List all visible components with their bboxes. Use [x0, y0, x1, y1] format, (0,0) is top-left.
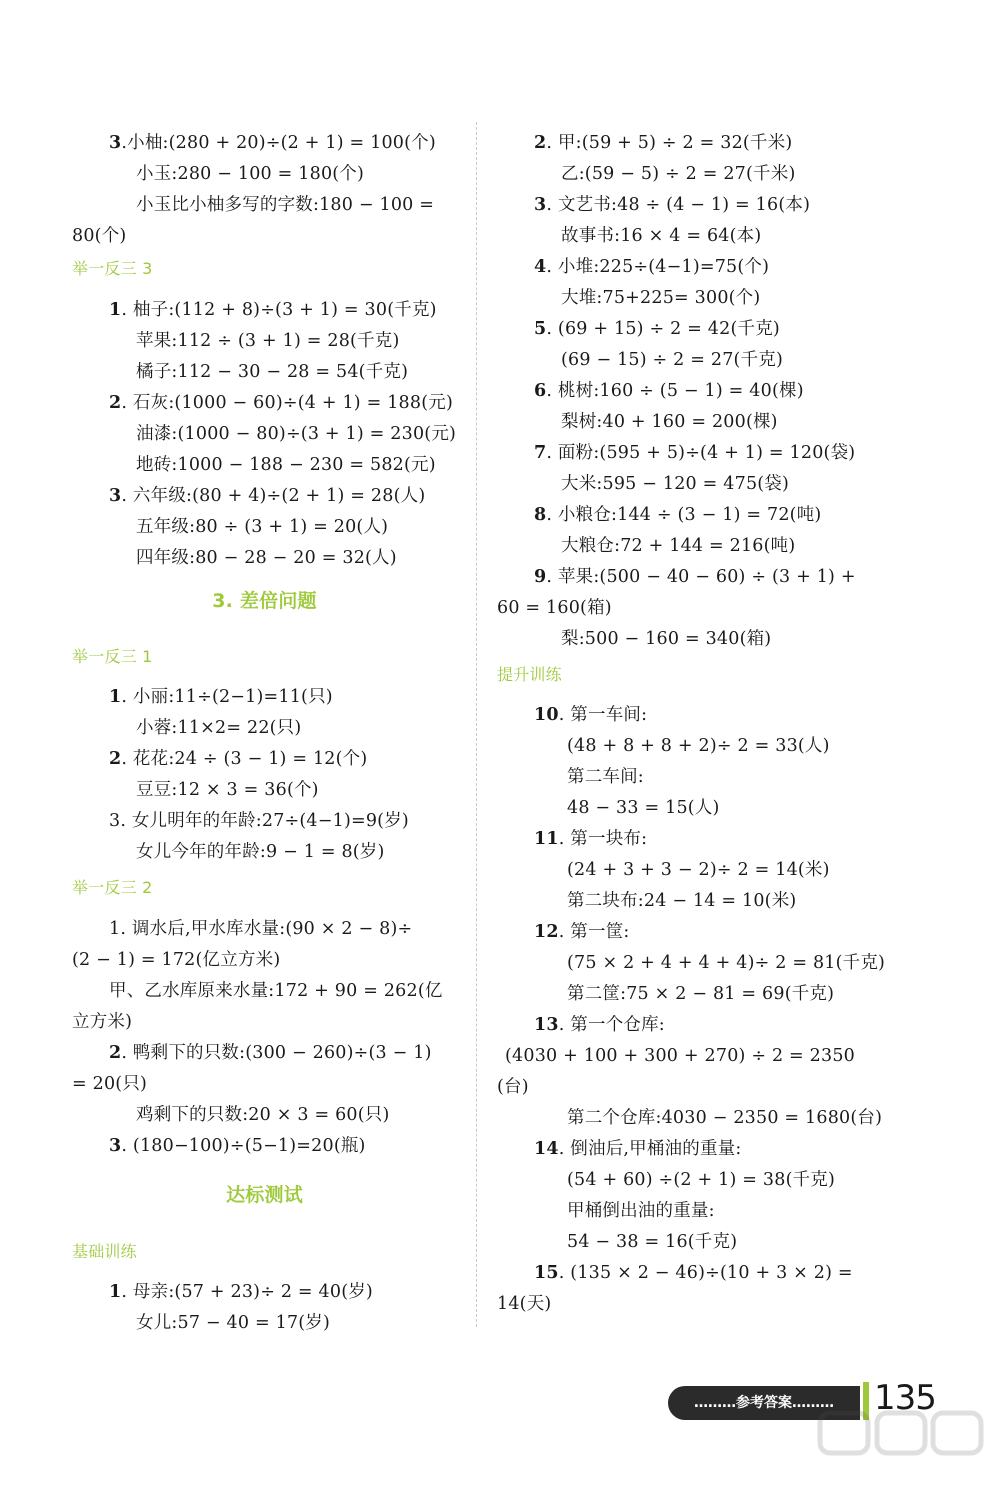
item-number: 12	[534, 922, 559, 942]
line-text: 1. 调水后,甲水库水量:(90 × 2 − 8)÷	[109, 919, 413, 939]
answer-line	[497, 597, 612, 619]
answer-line	[136, 547, 397, 569]
line-text: 达标测试	[226, 1184, 303, 1206]
item-number: 4	[534, 257, 547, 277]
answer-line	[109, 392, 453, 414]
line-text: 豆豆:12 × 3 = 36(个)	[136, 780, 319, 800]
line-text: = 20(只)	[72, 1074, 148, 1094]
answer-line	[109, 485, 425, 507]
answer-line	[567, 735, 830, 757]
line-text: . 第一筐:	[558, 922, 630, 942]
line-text: 14(天)	[497, 1294, 552, 1314]
item-number: 10	[534, 705, 559, 725]
section-title	[72, 590, 457, 612]
line-text: 大米:595 − 120 = 475(袋)	[561, 474, 790, 494]
answer-line	[561, 225, 761, 247]
line-text: 梨树:40 + 160 = 200(棵)	[561, 412, 778, 432]
answer-line	[534, 1138, 741, 1160]
line-text: . 甲:(59 + 5) ÷ 2 = 32(千米)	[546, 133, 793, 153]
line-text: (75 × 2 + 4 + 4 + 4)÷ 2 = 81(千克)	[567, 953, 886, 973]
line-text: 梨:500 − 160 = 340(箱)	[561, 629, 772, 649]
line-text: 80(个)	[72, 226, 127, 246]
answer-line	[567, 1231, 737, 1253]
footer-accent-bar	[863, 1382, 869, 1420]
line-text: . 石灰:(1000 − 60)÷(4 + 1) = 188(元)	[121, 393, 453, 413]
line-text: (48 + 8 + 8 + 2)÷ 2 = 33(人)	[567, 736, 830, 756]
line-text: 第二车间:	[567, 767, 644, 787]
line-text: 女儿:57 − 40 = 17(岁)	[136, 1313, 331, 1333]
line-text: 48 − 33 = 15(人)	[567, 798, 720, 818]
item-number: 3	[109, 133, 122, 153]
answer-line	[567, 952, 885, 974]
answer-line	[534, 256, 769, 278]
line-text: 小玉:280 − 100 = 180(个)	[136, 164, 365, 184]
line-text: 油漆:(1000 − 80)÷(3 + 1) = 230(元)	[136, 424, 457, 444]
answer-line	[109, 132, 436, 154]
item-number: 15	[534, 1263, 559, 1283]
item-number: 2	[109, 393, 122, 413]
answer-line	[534, 828, 647, 850]
answer-line	[72, 225, 126, 247]
answer-line	[109, 686, 333, 708]
answer-line	[567, 1169, 835, 1191]
line-text: 立方米)	[72, 1012, 133, 1032]
answer-line	[109, 1042, 432, 1064]
answer-line	[561, 535, 795, 557]
section-heading	[497, 664, 562, 686]
item-number: 1	[109, 1282, 122, 1302]
answer-line	[505, 1045, 855, 1067]
line-text: 大堆:75+225= 300(个)	[561, 288, 761, 308]
column-divider	[476, 122, 477, 1327]
section-heading	[72, 258, 152, 280]
item-number: 2	[534, 133, 547, 153]
line-text: . 桃树:160 ÷ (5 − 1) = 40(棵)	[546, 381, 804, 401]
answer-line	[561, 411, 778, 433]
answer-line	[534, 442, 855, 464]
item-number: 7	[534, 443, 547, 463]
answer-line	[534, 704, 647, 726]
answer-line	[136, 194, 434, 216]
line-text: . (135 × 2 − 46)÷(10 + 3 × 2) =	[558, 1263, 853, 1283]
item-number: 1	[109, 300, 122, 320]
line-text: 3. 女儿明年的年龄:27÷(4−1)=9(岁)	[109, 811, 409, 831]
line-text: . (69 + 15) ÷ 2 = 42(千克)	[546, 319, 780, 339]
answer-line	[534, 132, 792, 154]
answer-line	[534, 504, 821, 526]
answer-line	[561, 628, 771, 650]
answer-line	[136, 163, 364, 185]
answer-line	[136, 330, 400, 352]
answer-line	[534, 566, 856, 588]
section-title	[72, 1184, 457, 1206]
line-text: 乙:(59 − 5) ÷ 2 = 27(千米)	[561, 164, 796, 184]
answer-line	[534, 380, 804, 402]
section-heading	[72, 877, 152, 899]
line-text: . 鸭剩下的只数:(300 − 260)÷(3 − 1)	[121, 1043, 432, 1063]
answer-line	[567, 890, 796, 912]
answer-line	[109, 918, 412, 940]
item-number: 5	[534, 319, 547, 339]
line-text: 故事书:16 × 4 = 64(本)	[561, 226, 762, 246]
line-text: (54 + 60) ÷(2 + 1) = 38(千克)	[567, 1170, 836, 1190]
line-text: 第二筐:75 × 2 − 81 = 69(千克)	[567, 984, 835, 1004]
line-text: .小柚:(280 + 20)÷(2 + 1) = 100(个)	[121, 133, 436, 153]
answer-line	[136, 454, 436, 476]
item-number: 13	[534, 1015, 559, 1035]
line-text: . 小粮仓:144 ÷ (3 − 1) = 72(吨)	[546, 505, 822, 525]
line-text: 五年级:80 ÷ (3 + 1) = 20(人)	[136, 517, 389, 537]
answer-line	[561, 473, 789, 495]
item-number: 3	[109, 1136, 122, 1156]
answer-line	[497, 1076, 529, 1098]
item-number: 6	[534, 381, 547, 401]
item-number: 11	[534, 829, 559, 849]
line-text: 基础训练	[72, 1242, 137, 1261]
answer-line	[136, 1312, 330, 1334]
line-text: . 面粉:(595 + 5)÷(4 + 1) = 120(袋)	[546, 443, 856, 463]
line-text: 大粮仓:72 + 144 = 216(吨)	[561, 536, 796, 556]
line-text: . 倒油后,甲桶油的重量:	[558, 1139, 742, 1159]
answer-line	[534, 1262, 853, 1284]
line-text: 举一反三 3	[72, 259, 153, 278]
line-text: . 第一块布:	[558, 829, 648, 849]
item-number: 2	[109, 749, 122, 769]
line-text: . 第一车间:	[558, 705, 648, 725]
line-text: (24 + 3 + 3 − 2)÷ 2 = 14(米)	[567, 860, 830, 880]
answer-line	[109, 980, 443, 1002]
answer-line	[534, 921, 630, 943]
answer-line	[567, 859, 830, 881]
item-number: 1	[109, 687, 122, 707]
line-text: . 苹果:(500 − 40 − 60) ÷ (3 + 1) +	[546, 567, 856, 587]
line-text: 苹果:112 ÷ (3 + 1) = 28(千克)	[136, 331, 400, 351]
answer-line	[561, 349, 783, 371]
line-text: 54 − 38 = 16(千克)	[567, 1232, 738, 1252]
footer-label: ………参考答案………	[694, 1395, 834, 1411]
section-heading	[72, 646, 152, 668]
line-text: 小蓉:11×2= 22(只)	[136, 718, 302, 738]
answer-line	[136, 841, 385, 863]
section-heading	[72, 1241, 137, 1263]
item-number: 8	[534, 505, 547, 525]
answer-line	[109, 1135, 366, 1157]
answer-line	[136, 717, 301, 739]
item-number: 2	[109, 1043, 122, 1063]
line-text: 60 = 160(箱)	[497, 598, 612, 618]
line-text: 地砖:1000 − 188 − 230 = 582(元)	[136, 455, 436, 475]
line-text: 第二个仓库:4030 − 2350 = 1680(台)	[567, 1108, 883, 1128]
line-text: 3. 差倍问题	[212, 590, 317, 612]
answer-line	[72, 949, 280, 971]
answer-line	[534, 194, 810, 216]
line-text: . 小堆:225÷(4−1)=75(个)	[546, 257, 770, 277]
answer-line	[72, 1011, 132, 1033]
line-text: 女儿今年的年龄:9 − 1 = 8(岁)	[136, 842, 385, 862]
answer-line	[109, 810, 409, 832]
line-text: . 文艺书:48 ÷ (4 − 1) = 16(本)	[546, 195, 811, 215]
line-text: 提升训练	[497, 665, 562, 684]
line-text: 甲桶倒出油的重量:	[567, 1201, 715, 1221]
item-number: 14	[534, 1139, 559, 1159]
line-text: . 花花:24 ÷ (3 − 1) = 12(个)	[121, 749, 368, 769]
answer-line	[534, 318, 780, 340]
line-text: 甲、乙水库原来水量:172 + 90 = 262(亿	[109, 981, 443, 1001]
line-text: 小玉比小柚多写的字数:180 − 100 =	[136, 195, 435, 215]
answer-line	[534, 1014, 665, 1036]
line-text: (69 − 15) ÷ 2 = 27(千克)	[561, 350, 784, 370]
answer-line	[567, 983, 834, 1005]
line-text: 鸡剩下的只数:20 × 3 = 60(只)	[136, 1105, 390, 1125]
line-text: 第二块布:24 − 14 = 10(米)	[567, 891, 797, 911]
answer-line	[136, 779, 319, 801]
line-text: . 柚子:(112 + 8)÷(3 + 1) = 30(千克)	[121, 300, 437, 320]
answer-line	[561, 287, 760, 309]
item-number: 3	[109, 486, 122, 506]
item-number: 9	[534, 567, 547, 587]
page-number: 135	[874, 1378, 936, 1418]
line-text: . 小丽:11÷(2−1)=11(只)	[121, 687, 333, 707]
answer-line	[109, 748, 367, 770]
line-text: 举一反三 1	[72, 647, 153, 666]
answer-line	[136, 516, 388, 538]
answer-line	[567, 766, 644, 788]
line-text: (4030 + 100 + 300 + 270) ÷ 2 = 2350	[505, 1046, 856, 1066]
answer-line	[109, 299, 437, 321]
answer-line	[136, 423, 456, 445]
line-text: 四年级:80 − 28 − 20 = 32(人)	[136, 548, 397, 568]
line-text: . 母亲:(57 + 23)÷ 2 = 40(岁)	[121, 1282, 373, 1302]
answer-line	[136, 361, 408, 383]
answer-line	[567, 1107, 882, 1129]
item-number: 3	[534, 195, 547, 215]
answer-line	[109, 1281, 373, 1303]
line-text: 举一反三 2	[72, 878, 153, 897]
answer-line	[136, 1104, 390, 1126]
line-text: . (180−100)÷(5−1)=20(瓶)	[121, 1136, 366, 1156]
line-text: . 第一个仓库:	[558, 1015, 665, 1035]
line-text: 橘子:112 − 30 − 28 = 54(千克)	[136, 362, 409, 382]
answer-line	[72, 1073, 147, 1095]
line-text: (2 − 1) = 172(亿立方米)	[72, 950, 281, 970]
answer-line	[497, 1293, 551, 1315]
line-text: (台)	[497, 1077, 529, 1097]
answer-line	[567, 1200, 715, 1222]
answer-line	[567, 797, 720, 819]
line-text: . 六年级:(80 + 4)÷(2 + 1) = 28(人)	[121, 486, 426, 506]
answer-line	[561, 163, 795, 185]
